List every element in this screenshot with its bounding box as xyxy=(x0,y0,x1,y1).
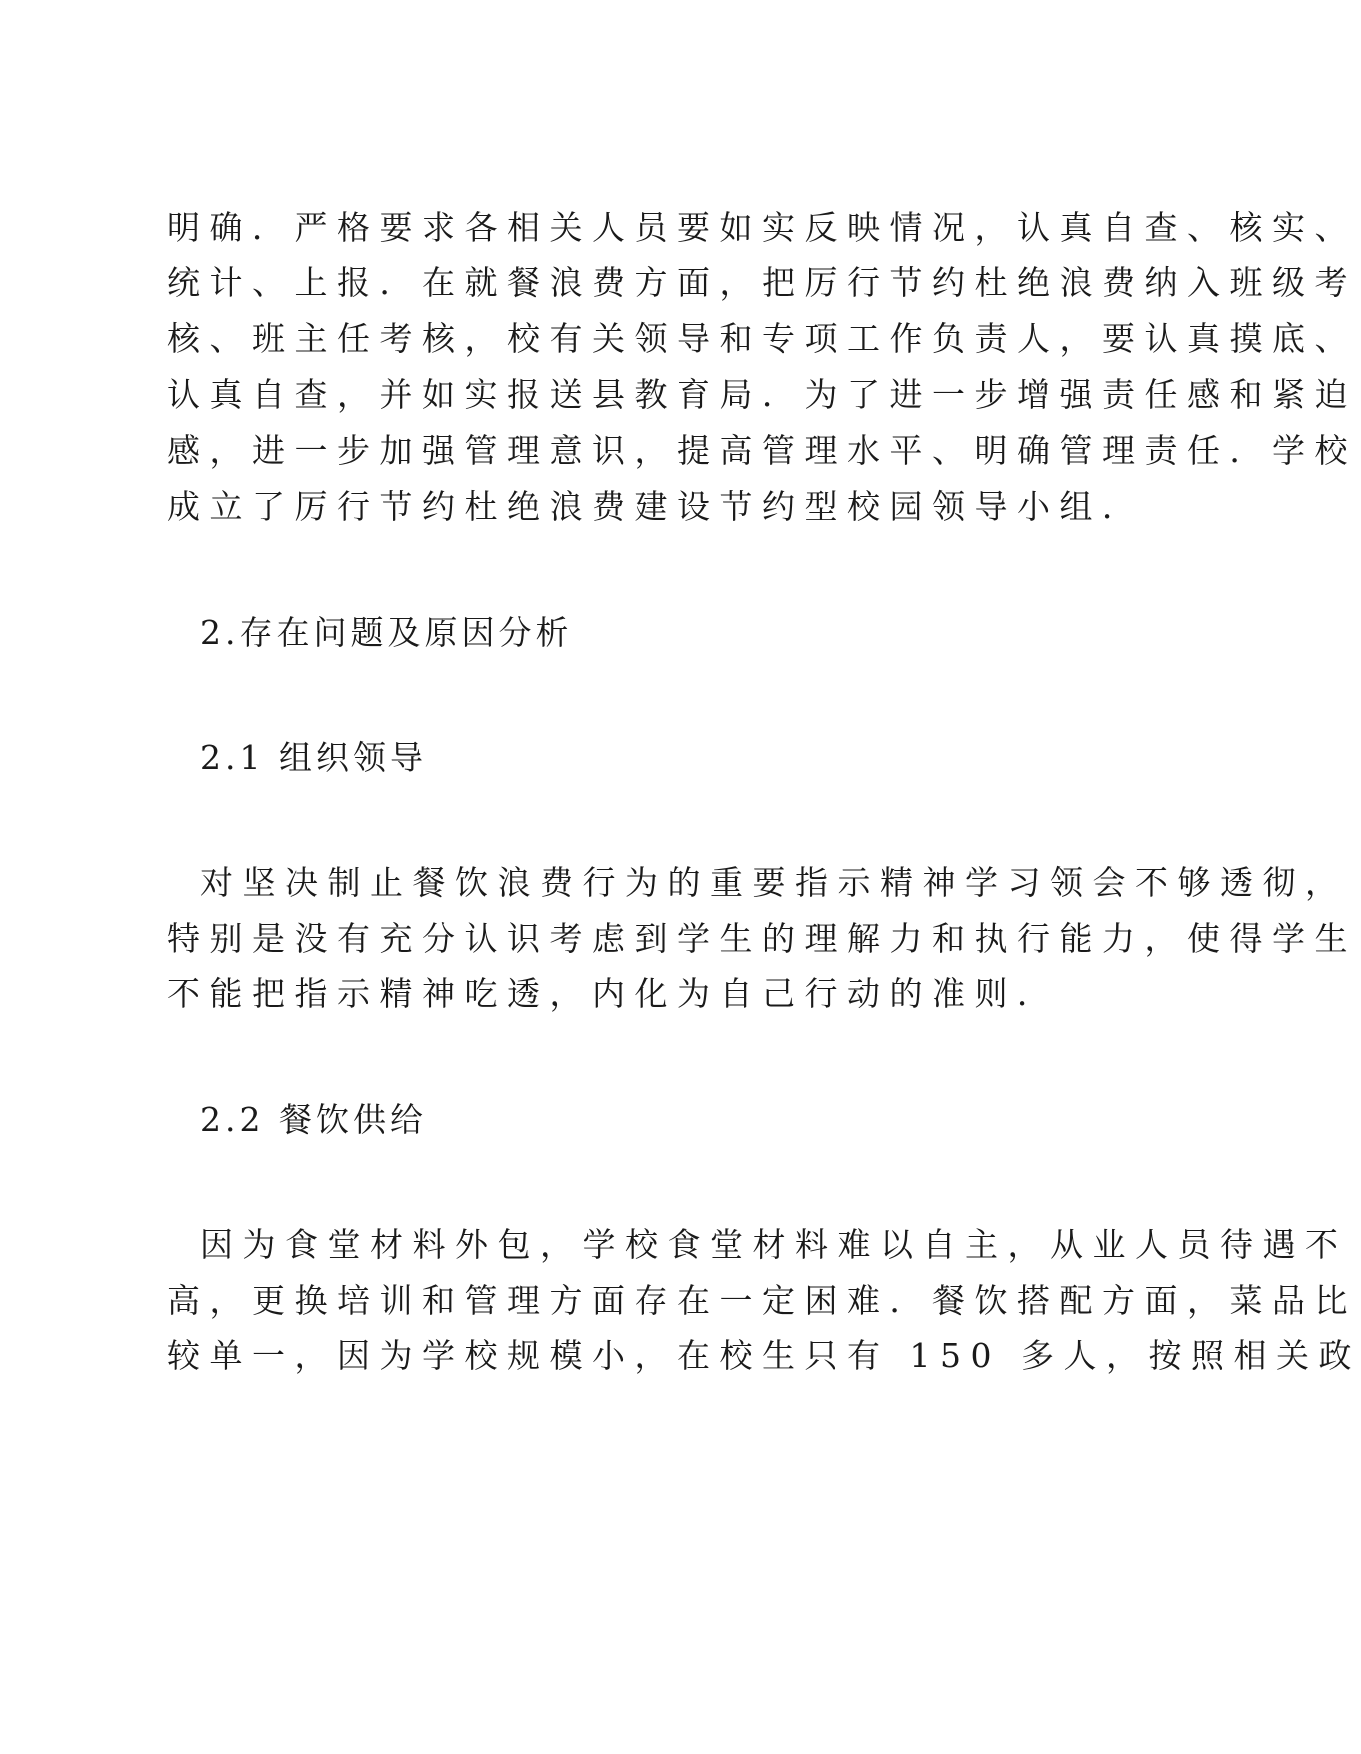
text-line: 统计、上报．在就餐浪费方面，把厉行节约杜绝浪费纳入班级考 xyxy=(167,263,1357,302)
text-line: 明确．严格要求各相关人员要如实反映情况，认真自查、核实、 xyxy=(167,208,1357,247)
subsection-heading: 2.1 组织领导 xyxy=(200,738,427,777)
subsection-heading: 2.2 餐饮供给 xyxy=(200,1100,427,1139)
text-line: 因为食堂材料外包，学校食堂材料难以自主，从业人员待遇不 xyxy=(200,1225,1348,1264)
text-line: 不能把指示精神吃透，内化为自己行动的准则． xyxy=(167,974,1060,1013)
text-line: 认真自查，并如实报送县教育局．为了进一步增强责任感和紧迫 xyxy=(167,375,1357,414)
text-line: 核、班主任考核，校有关领导和专项工作负责人，要认真摸底、 xyxy=(167,319,1357,358)
text-line: 感，进一步加强管理意识，提高管理水平、明确管理责任．学校 xyxy=(167,431,1357,470)
text-line: 高，更换培训和管理方面存在一定困难．餐饮搭配方面，菜品比 xyxy=(167,1281,1357,1320)
text-line: 特别是没有充分认识考虑到学生的理解力和执行能力，使得学生 xyxy=(167,919,1357,958)
text-line: 较单一，因为学校规模小，在校生只有 150 多人，按照相关政 xyxy=(167,1336,1361,1375)
text-line: 成立了厉行节约杜绝浪费建设节约型校园领导小组． xyxy=(167,487,1145,526)
text-line: 对坚决制止餐饮浪费行为的重要指示精神学习领会不够透彻， xyxy=(200,863,1348,902)
section-heading: 2.存在问题及原因分析 xyxy=(200,613,573,652)
